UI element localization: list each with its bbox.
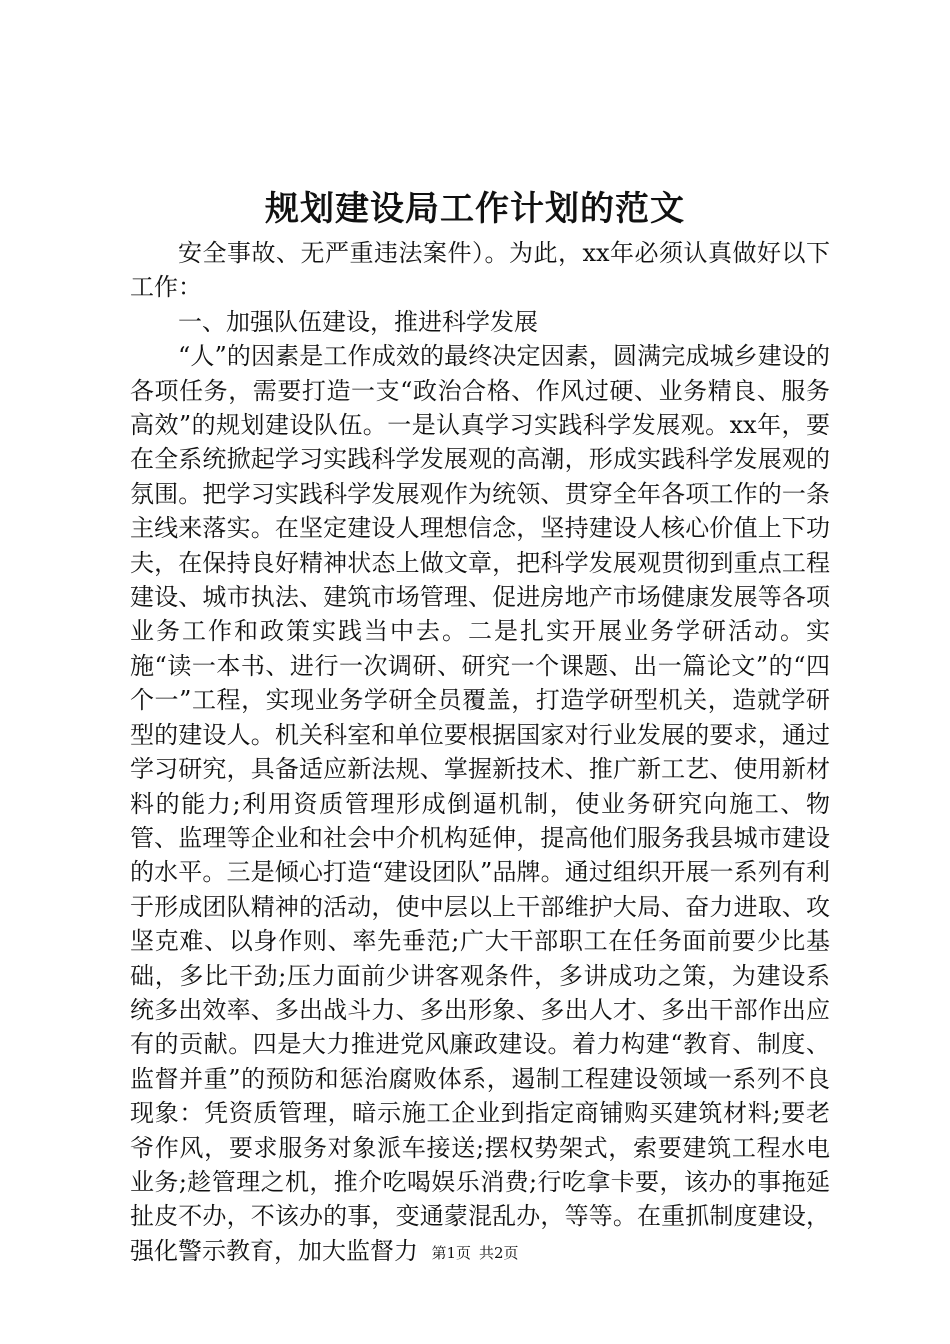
- paragraph-main: “人”的因素是工作成效的最终决定因素，圆满完成城乡建设的各项任务，需要打造一支“政治合格、作风过硬、业务精良、服务高效”的规划建设队伍。一是认真学习实践科学发展观。xx年，要在全系统掀起学习实践科学发展观的高潮，形成实践科学发展观的氛围。把学习实践科学发展观作为统领、贯穿全年各项工作的一条主线来落实。在坚定建设人理想信念，坚持建设人核心价值上下功夫，在保持良好精神状态上做文章，把科学发展观贯彻到重点工程建设、城市执法、建筑市场管理、促进房地产市场健康发展等各项业务工作和政策实践当中去。二是扎实开展业务学研活动。实施“读一本书、进行一次调研、研究一个课题、出一篇论文”的“四个一”工程，实现业务学研全员覆盖，打造学研型机关，造就学研型的建设人。机关科室和单位要根据国家对行业发展的要求，通过学习研究，具备适应新法规、掌握新技术、推广新工艺、使用新材料的能力;利用资质管理形成倒逼机制，使业务研究向施工、物管、监理等企业和社会中介机构延伸，提高他们服务我县城市建设的水平。三是倾心打造“建设团队”品牌。通过组织开展一系列有利于形成团队精神的活动，使中层以上干部维护大局、奋力进取、攻坚克难、以身作则、率先垂范;广大干部职工在任务面前要少比基础，多比干劲;压力面前少讲客观条件，多讲成功之策，为建设系统多出效率、多出战斗力、多出形象、多出人才、多出干部作出应有的贡献。四是大力推进党风廉政建设。着力构建“教育、制度、监督并重”的预防和惩治腐败体系，遏制工程建设领域一系列不良现象：凭资质管理，暗示施工企业到指定商铺购买建筑材料;要老爷作风，要求服务对象派车接送;摆权势架式，索要建筑工程水电业务;趁管理之机，推介吃喝娱乐消费;行吃拿卡要，该办的事拖延扯皮不办，不该办的事，变通蒙混乱办，等等。在重抓制度建设，强化警示教育，加大监督力: [130, 342, 830, 1265]
- paragraph-intro: 安全事故、无严重违法案件）。为此，xx年必须认真做好以下工作：: [130, 239, 830, 302]
- page-footer: [0, 1243, 950, 1263]
- section-heading: 一、加强队伍建设，推进科学发展: [178, 307, 538, 336]
- document-body: [130, 236, 830, 1268]
- page-number-current: 第1页: [431, 1244, 471, 1262]
- page-number-total: 共2页: [479, 1244, 519, 1262]
- document-title: 规划建设局工作计划的范文: [265, 189, 685, 229]
